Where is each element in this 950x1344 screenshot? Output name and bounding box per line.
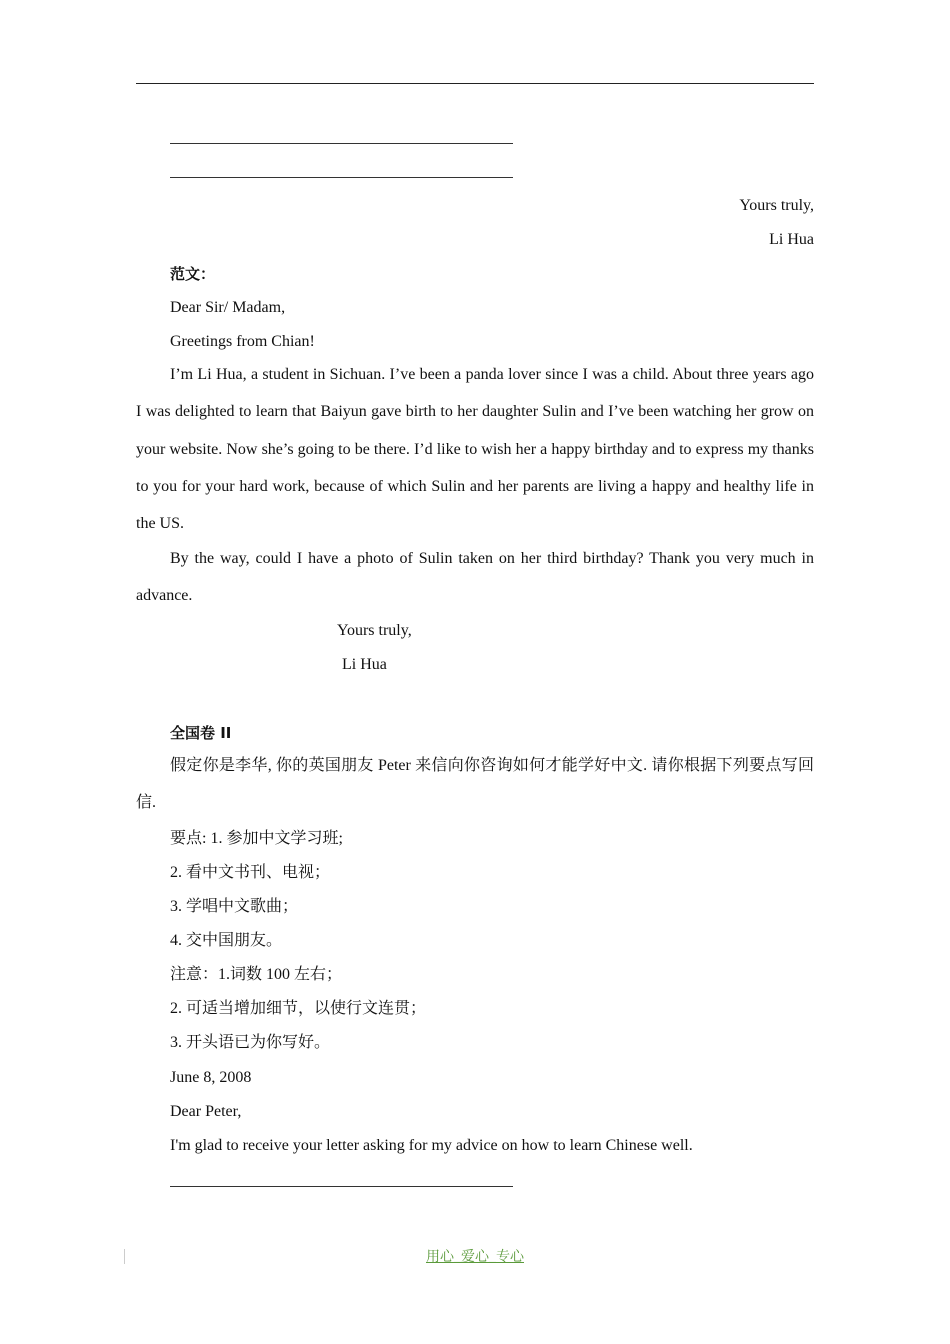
letter-signature: Li Hua [769,231,814,248]
sample-signature: Li Hua [342,656,387,673]
answer-blank-line [170,177,513,178]
footer [0,1249,950,1267]
sample-greeting: Greetings from Chian! [170,333,315,350]
notes-line-2: 2. 可适当增加细节，以使行文连贯； [170,1000,427,1017]
sample-heading: 范文： [170,265,216,283]
section-heading: 全国卷 II [170,724,232,742]
notes-line-1: 注意：1.词数 100 左右； [170,966,343,983]
points-line-4: 4. 交中国朋友。 [170,932,283,949]
letter-salutation: Dear Peter, [170,1103,242,1120]
footer-text: 用心_爱心_专心 [426,1250,524,1265]
answer-blank-line [170,143,513,144]
answer-blank-line [170,1186,513,1187]
points-line-3: 3. 学唱中文歌曲； [170,898,299,915]
sample-closing: Yours truly, [337,622,412,639]
points-line-2: 2. 看中文书刊、电视； [170,864,331,881]
letter-opening: I'm glad to receive your letter asking for my advice on how to learn Chinese well. [170,1137,693,1154]
sample-paragraph-2: By the way, could I have a photo of Sulin taken on her third birthday? Thank you very much in advance. [136,550,814,605]
sample-salutation: Dear Sir/ Madam, [170,299,286,316]
letter-closing: Yours truly, [739,197,814,214]
letter-date: June 8, 2008 [170,1069,252,1086]
notes-line-3: 3. 开头语已为你写好。 [170,1034,331,1051]
header-rule [136,83,814,84]
task-prompt: 假定你是李华, 你的英国朋友 Peter 来信向你咨询如何才能学好中文. 请你根据下列要点写回信. [136,757,814,812]
sample-paragraph-1: I’m Li Hua, a student in Sichuan. I’ve been a panda lover since I was a child. About three years ago I was delighted to learn that Baiyun gave birth to her daughter Sulin and I’ve been watching her grow on your website. Now she’s going to be there. I’d like to wish her a happy birthday and to express my thanks to you for your hard work, because of which Sulin and her parents are living a happy and healthy life in the US. [136,366,814,533]
points-line-1: 要点: 1. 参加中文学习班; [170,830,343,847]
